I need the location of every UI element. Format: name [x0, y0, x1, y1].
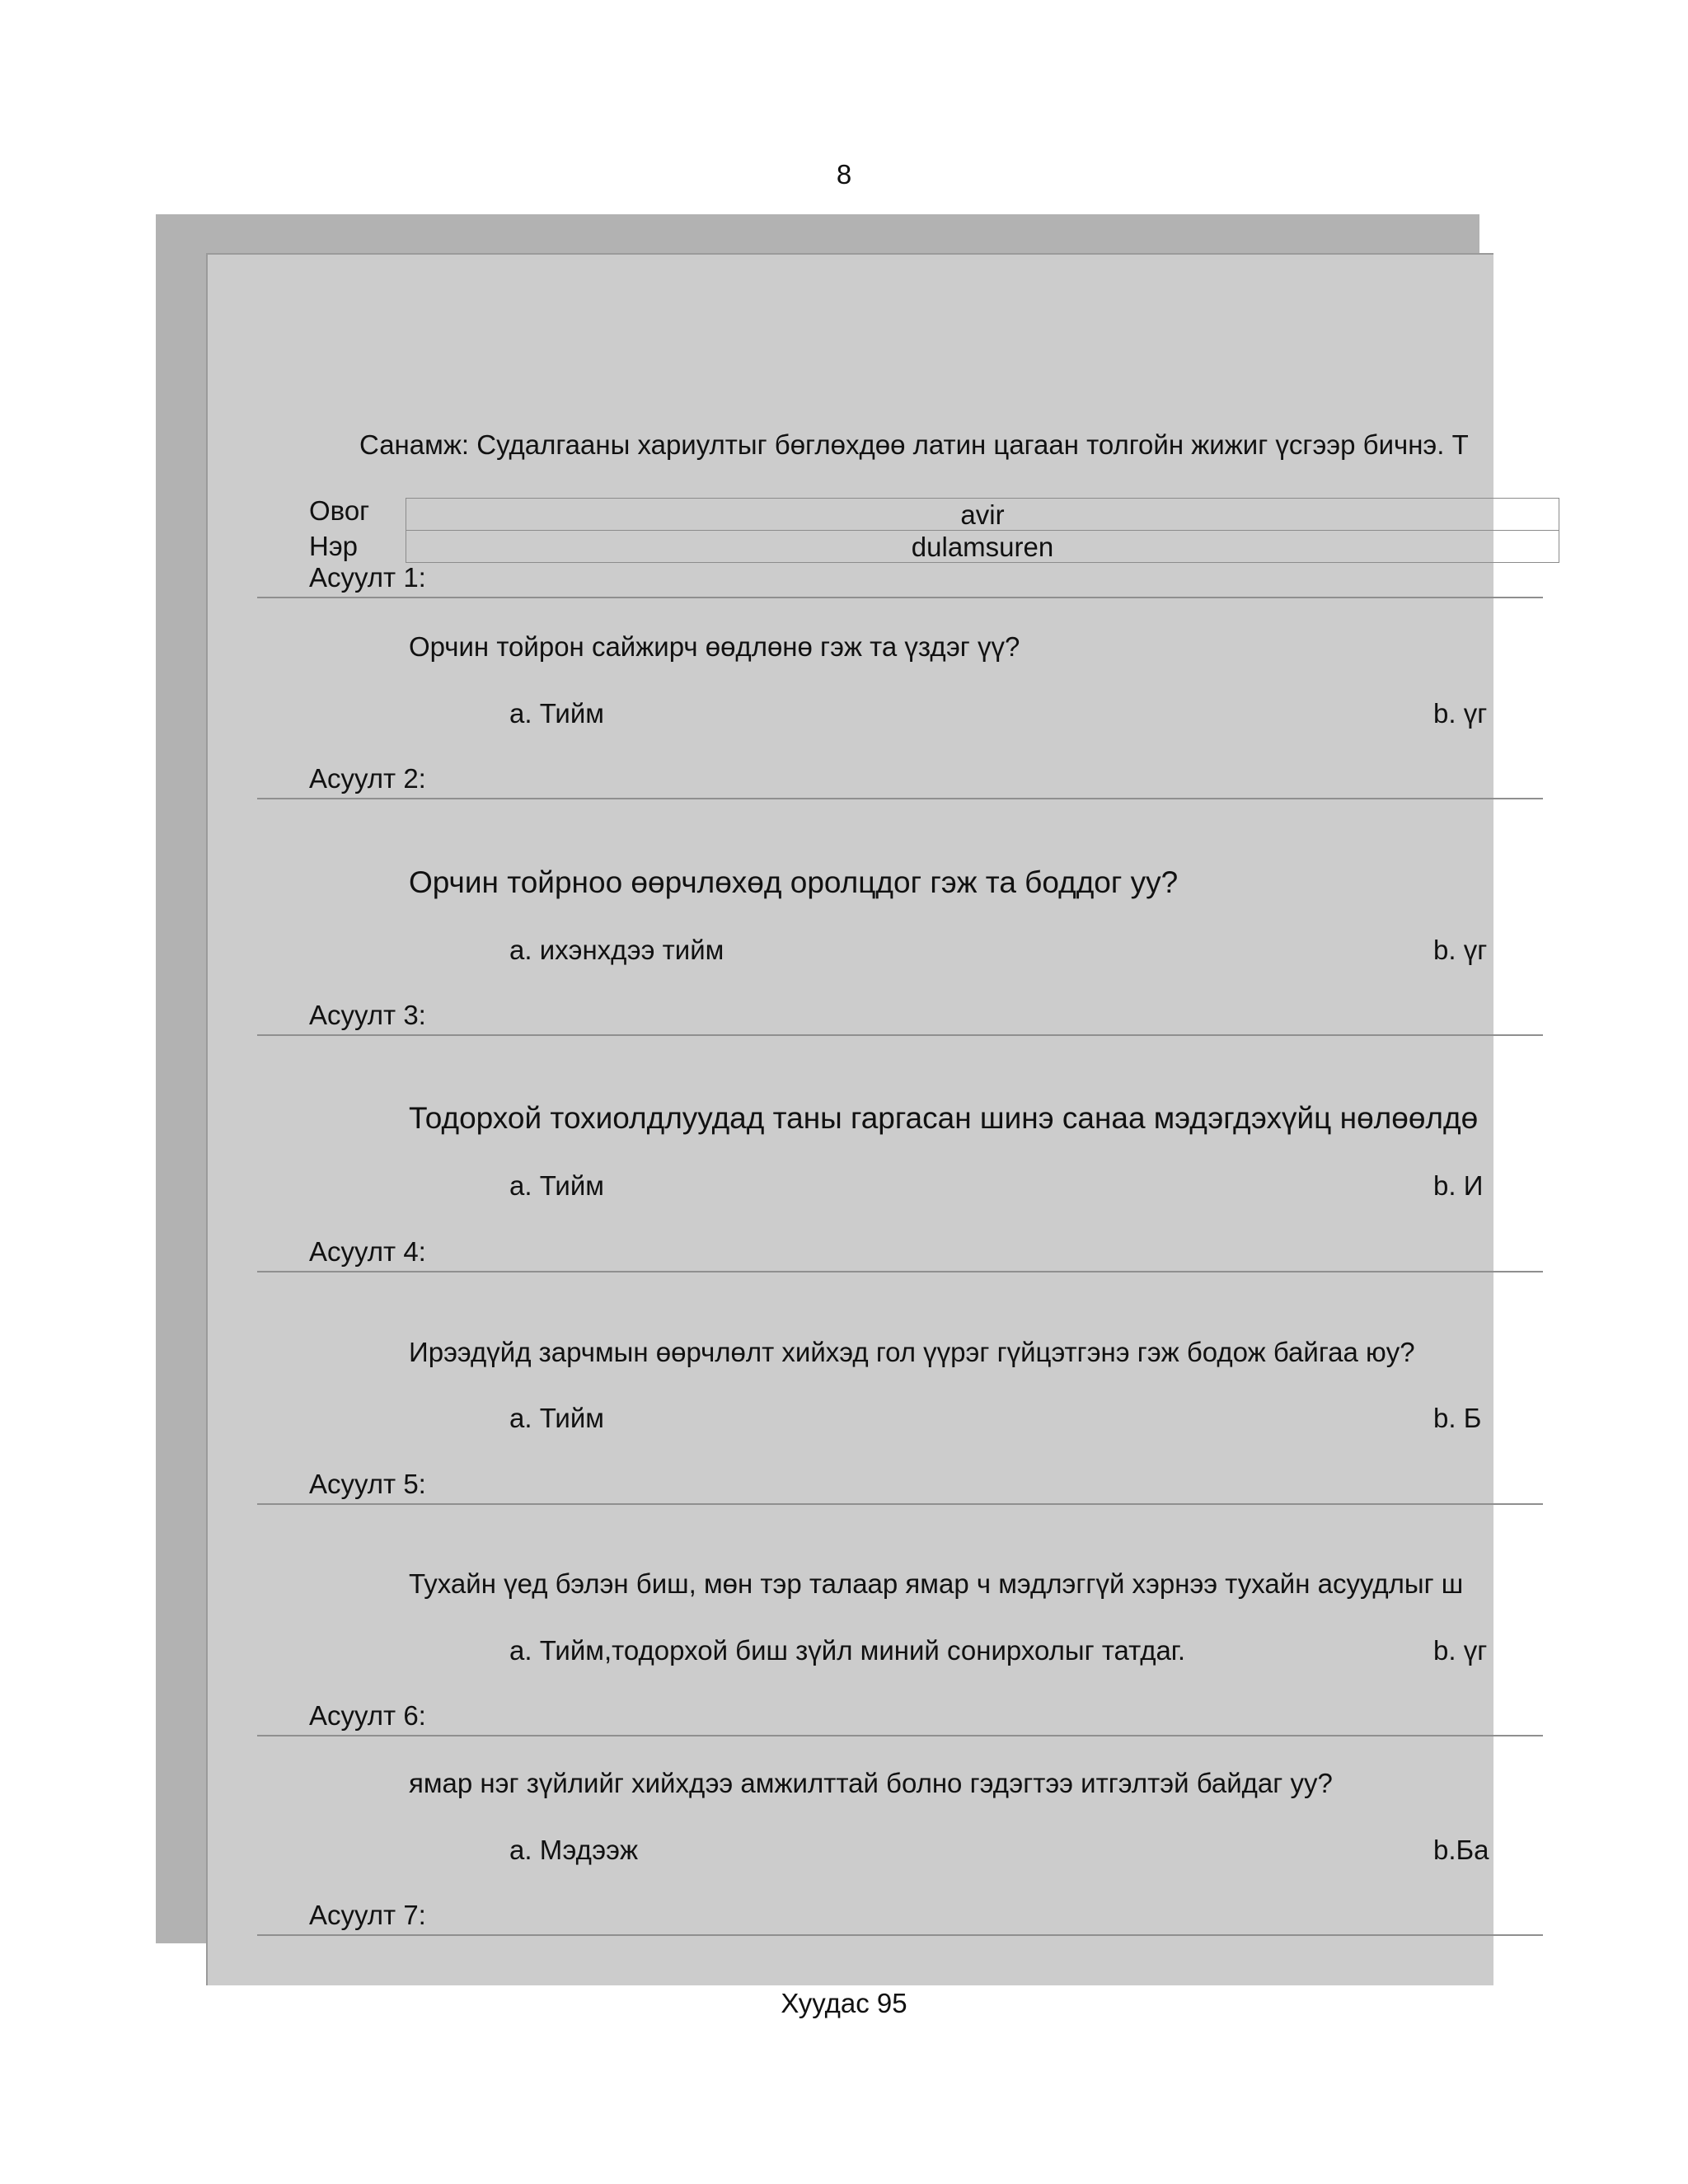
question-4-option-b[interactable]: b. Б	[1433, 1403, 1482, 1433]
surname-label: Овог	[309, 495, 370, 526]
question-5-option-a[interactable]: a. Тийм,тодорхой биш зүйл миний сонирхолыг татдаг.	[509, 1635, 1185, 1666]
question-2-divider	[257, 798, 1543, 799]
question-4-text: Ирээдүйд зарчмын өөрчлөлт хийхэд гол үүрэг гүйцэтгэнэ гэж бодож байгаа юу?	[409, 1337, 1415, 1367]
question-5-text: Тухайн үед бэлэн биш, мөн тэр талаар ямар ч мэдлэггүй хэрнээ тухайн асуудлыг ш	[409, 1568, 1464, 1599]
question-1-text: Орчин тойрон сайжирч өөдлөнө гэж та үздэг үү?	[409, 631, 1020, 662]
question-7-label: Асуулт 7:	[309, 1900, 426, 1930]
question-4-label: Асуулт 4:	[309, 1236, 426, 1267]
survey-form	[206, 253, 1493, 1985]
question-2-label: Асуулт 2:	[309, 763, 426, 794]
form-note: Санамж: Судалгааны хариултыг бөглөхдөө латин цагаан толгойн жижиг үсгээр бичнэ. Т	[359, 429, 1469, 460]
question-2-text: Орчин тойрноо өөрчлөхөд оролцдог гэж та боддог уу?	[409, 865, 1179, 899]
question-1-option-a[interactable]: a. Тийм	[509, 698, 604, 729]
question-6-label: Асуулт 6:	[309, 1700, 426, 1731]
question-6-option-a[interactable]: a. Мэдээж	[509, 1835, 639, 1865]
question-1-divider	[257, 597, 1543, 598]
page-number: 8	[836, 159, 852, 190]
question-3-label: Асуулт 3:	[309, 1000, 426, 1030]
question-1-option-b[interactable]: b. үг	[1433, 698, 1488, 729]
question-2-option-a[interactable]: a. ихэнхдээ тийм	[509, 935, 724, 965]
question-5-label: Асуулт 5:	[309, 1469, 426, 1499]
surname-field[interactable]	[406, 498, 1559, 531]
question-6-text: ямар нэг зүйлийг хийхдээ амжилттай болно гэдэгтээ итгэлтэй байдаг уу?	[409, 1768, 1333, 1798]
question-7-divider	[257, 1934, 1543, 1936]
question-3-divider	[257, 1034, 1543, 1036]
question-4-option-a[interactable]: a. Тийм	[509, 1403, 604, 1433]
surname-value: avir	[960, 499, 1005, 530]
question-2-option-b[interactable]: b. үг	[1433, 935, 1488, 965]
question-6-option-b[interactable]: b.Ба	[1433, 1835, 1489, 1865]
question-1-label: Асуулт 1:	[309, 562, 426, 593]
question-5-option-b[interactable]: b. үг	[1433, 1635, 1488, 1666]
form-frame	[156, 214, 1489, 1943]
question-3-option-b[interactable]: b. И	[1433, 1170, 1484, 1201]
question-3-text: Тодорхой тохиолдлуудад таны гаргасан шинэ санаа мэдэгдэхүйц нөлөөлдө	[409, 1101, 1479, 1135]
question-6-divider	[257, 1735, 1543, 1736]
name-field[interactable]	[406, 530, 1559, 563]
name-value: dulamsuren	[911, 532, 1054, 562]
page-footer: Хуудас 95	[781, 1988, 907, 2018]
question-3-option-a[interactable]: a. Тийм	[509, 1170, 604, 1201]
name-label: Нэр	[309, 531, 359, 561]
question-5-divider	[257, 1503, 1543, 1505]
question-4-divider	[257, 1271, 1543, 1272]
